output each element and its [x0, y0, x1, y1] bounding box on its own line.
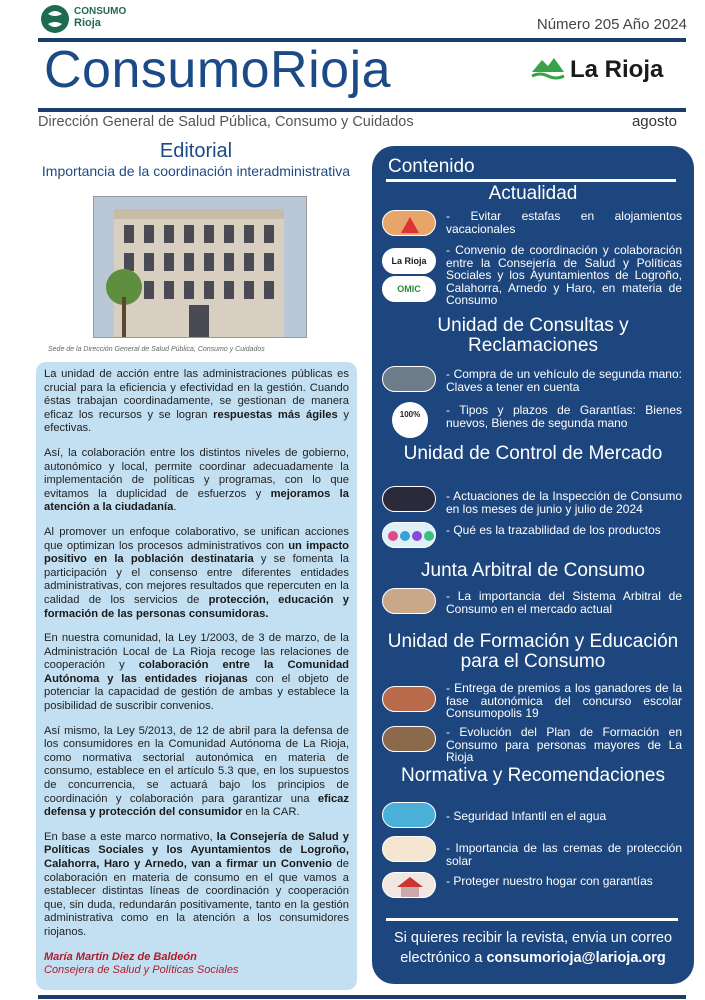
- thumb-seniors-icon[interactable]: [382, 726, 436, 752]
- editorial-heading: Editorial: [159, 140, 233, 162]
- thumb-traceability-icon[interactable]: [382, 522, 436, 548]
- paragraph-1: La unidad de acción entre las administraciones públicas es crucial para la eficiencia y efectividad en la gestión. Cuando éstas trabajan coordinadamente, se gestionan de manera eficaz los recursos y se logran respuestas más ágiles y efectivas.: [44, 368, 350, 435]
- header-divider: [38, 108, 686, 112]
- thumb-larioja-logo[interactable]: La Rioja: [382, 248, 436, 274]
- subscribe-email-link[interactable]: consumorioja@larioja.org: [486, 950, 666, 966]
- item-plan-formacion[interactable]: - Evolución del Plan de Formación en Consumo para personas mayores de La Rioja: [446, 725, 682, 764]
- signature-role: Consejera de Salud y Políticas Sociales: [44, 964, 239, 977]
- bottom-divider: [38, 995, 686, 999]
- footer-divider: [386, 918, 678, 921]
- paragraph-6: En base a este marco normativo, la Consejería de Salud y Políticas Sociales y los Ayuntamientos de Logroño, Calahorra, Haro y Arnedo, van a firmar un Convenio de colaboración en materia de consumo en el que vamos a establecer distintas líneas de coordinación y cooperación que, sin duda, redundarán positivamente, tanto en la gestión administrativa como en la atención a los consumidores riojanos.: [44, 830, 349, 938]
- la-rioja-logo: [530, 52, 666, 90]
- item-convenio[interactable]: - Convenio de coordinación y colaboración entre la Consejería de Salud y Políticas Sociales y los Ayuntamientos de Logroño, Calahorra, Arnedo y Haro, en materia de Consumo: [446, 243, 682, 307]
- item-hogar[interactable]: - Proteger nuestro hogar con garantías: [446, 874, 653, 888]
- thumb-water-icon[interactable]: [382, 802, 436, 828]
- signature-name: María Martín Díez de Baldeón: [44, 950, 197, 963]
- paragraph-3: Al promover un enfoque colaborativo, se unifican acciones que optimizan los procesos administrativos con un impacto positivo en la población destinataria y se fomenta la participación y el consenso entre diferentes entidades administrativas, con mejores resultados que repercuten en la calidad de los servicios de protección, educación y formación de las personas consumidoras.: [44, 525, 349, 620]
- item-vehiculo[interactable]: - Compra de un vehículo de segunda mano: Claves a tener en cuenta: [446, 367, 682, 394]
- item-seguridad-agua[interactable]: - Seguridad Infantil en el agua: [446, 809, 607, 823]
- editorial-article: [36, 362, 357, 990]
- item-cremas-solares[interactable]: - Importancia de las cremas de protección solar: [446, 841, 682, 868]
- editorial-subheading: Importancia de la coordinación interadministrativa: [41, 163, 351, 179]
- section-formacion: Unidad de Formación y Educación para el Consumo: [387, 631, 679, 672]
- section-actualidad: Actualidad: [488, 183, 578, 204]
- building-illustration: [94, 197, 306, 337]
- section-control: Unidad de Control de Mercado: [403, 443, 663, 464]
- item-garantias[interactable]: - Tipos y plazos de Garantías: Bienes nuevos, Bienes de segunda mano: [446, 403, 682, 430]
- paragraph-4: En nuestra comunidad, la Ley 1/2003, de 3 de marzo, de la Administración Local de La Rioja recoge las relaciones de cooperación y colaboración entre la Comunidad Autónoma y las entidades riojanas con el objeto de potenciar la capacidad de gestión de ambas y establece la posibilidad de suscribir convenios.: [44, 632, 349, 713]
- item-arbitral[interactable]: - La importancia del Sistema Arbitral de Consumo en el mercado actual: [446, 589, 682, 616]
- contents-divider: [386, 179, 676, 182]
- contents-sidebar: [372, 146, 694, 984]
- logo-line-1: CONSUMO: [74, 6, 127, 17]
- publisher-subtitle: Dirección General de Salud Pública, Consumo y Cuidados: [38, 114, 414, 130]
- thumb-handshake-icon[interactable]: [382, 588, 436, 614]
- building-photo: [93, 196, 307, 338]
- section-consultas: Unidad de Consultas y Reclamaciones: [437, 315, 629, 356]
- thumb-inspection-icon[interactable]: [382, 486, 436, 512]
- thumb-omic-logo[interactable]: OMIC: [382, 276, 436, 302]
- section-junta: Junta Arbitral de Consumo: [421, 560, 645, 581]
- paragraph-5: Así mismo, la Ley 5/2013, de 12 de abril para la defensa de los consumidores en la Comunidad Autónoma de La Rioja, como normativa sectorial autonómica en materia de consumo, establece en el artículo 5.3 que, en los supuestos de concurrencia, se actuará bajo los principios de coordinación y colaboración para garantizar una eficaz defensa y protección del consumidor en la CAR.: [44, 724, 349, 819]
- subscribe-note: Si quieres recibir la revista, envia un correo electrónico a consumorioja@larioja.org: [393, 930, 673, 966]
- logo-line-2: Rioja: [74, 17, 101, 29]
- thumb-awards-icon[interactable]: [382, 686, 436, 712]
- thumb-home-icon[interactable]: [382, 872, 436, 898]
- thumb-sunscreen-icon[interactable]: [382, 836, 436, 862]
- item-estafas[interactable]: - Evitar estafas en alojamientos vacacionales: [446, 209, 682, 236]
- paragraph-2: Así, la colaboración entre los distintos niveles de gobierno, autonómico y local, permite coordinar adecuadamente la implementación de políticas y programas, con lo que evitamos la duplicidad de esfuerzos y mejoramos la atención a la ciudadanía.: [44, 446, 349, 514]
- mountains-icon: [530, 52, 566, 82]
- section-normativa: Normativa y Recomendaciones: [400, 765, 665, 786]
- contents-heading: Contenido: [388, 156, 475, 177]
- thumb-scam-icon[interactable]: [382, 210, 436, 236]
- masthead-title: ConsumoRioja: [44, 41, 392, 99]
- editorial-title-block: [40, 140, 352, 179]
- item-inspeccion[interactable]: - Actuaciones de la Inspección de Consumo en los meses de junio y julio de 2024: [446, 489, 682, 516]
- item-premios[interactable]: - Entrega de premios a los ganadores de la fase autonómica del concurso escolar Consumopolis 19: [446, 681, 682, 720]
- logo-swirl-icon: [40, 4, 70, 34]
- thumb-guarantee-seal[interactable]: 100%: [392, 402, 428, 438]
- issue-number: Número 205 Año 2024: [536, 16, 687, 33]
- issue-month: agosto: [631, 113, 677, 130]
- thumb-cars-icon[interactable]: [382, 366, 436, 392]
- item-trazabilidad[interactable]: - Qué es la trazabilidad de los productos: [446, 523, 661, 537]
- consumo-rioja-small-logo: [40, 4, 140, 34]
- la-rioja-logo-text: La Rioja: [570, 56, 664, 83]
- photo-caption: Sede de la Dirección General de Salud Pública, Consumo y Cuidados: [48, 346, 265, 353]
